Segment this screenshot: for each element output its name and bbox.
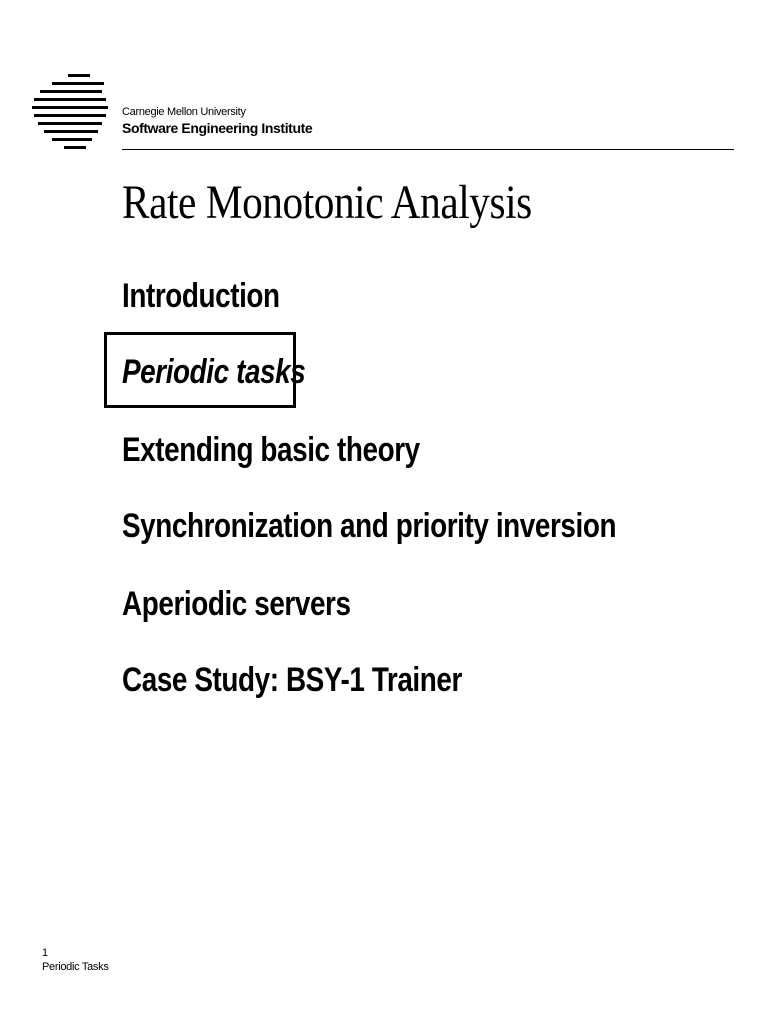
slide-title: Rate Monotonic Analysis (122, 176, 532, 229)
topic-item: Extending basic theory (122, 431, 420, 469)
institute-name: Software Engineering Institute (122, 120, 313, 136)
section-name: Periodic Tasks (42, 961, 109, 973)
page-number: 1 (42, 947, 48, 959)
topic-item-current: Periodic tasks (122, 353, 306, 391)
topic-item: Aperiodic servers (122, 585, 351, 623)
topic-item: Introduction (122, 277, 280, 315)
footer (42, 946, 109, 974)
sei-logo-icon (30, 72, 110, 152)
topic-item: Synchronization and priority inversion (122, 507, 617, 545)
topic-item: Case Study: BSY-1 Trainer (122, 661, 462, 699)
university-name: Carnegie Mellon University (122, 106, 246, 118)
topic-list (122, 0, 742, 1024)
